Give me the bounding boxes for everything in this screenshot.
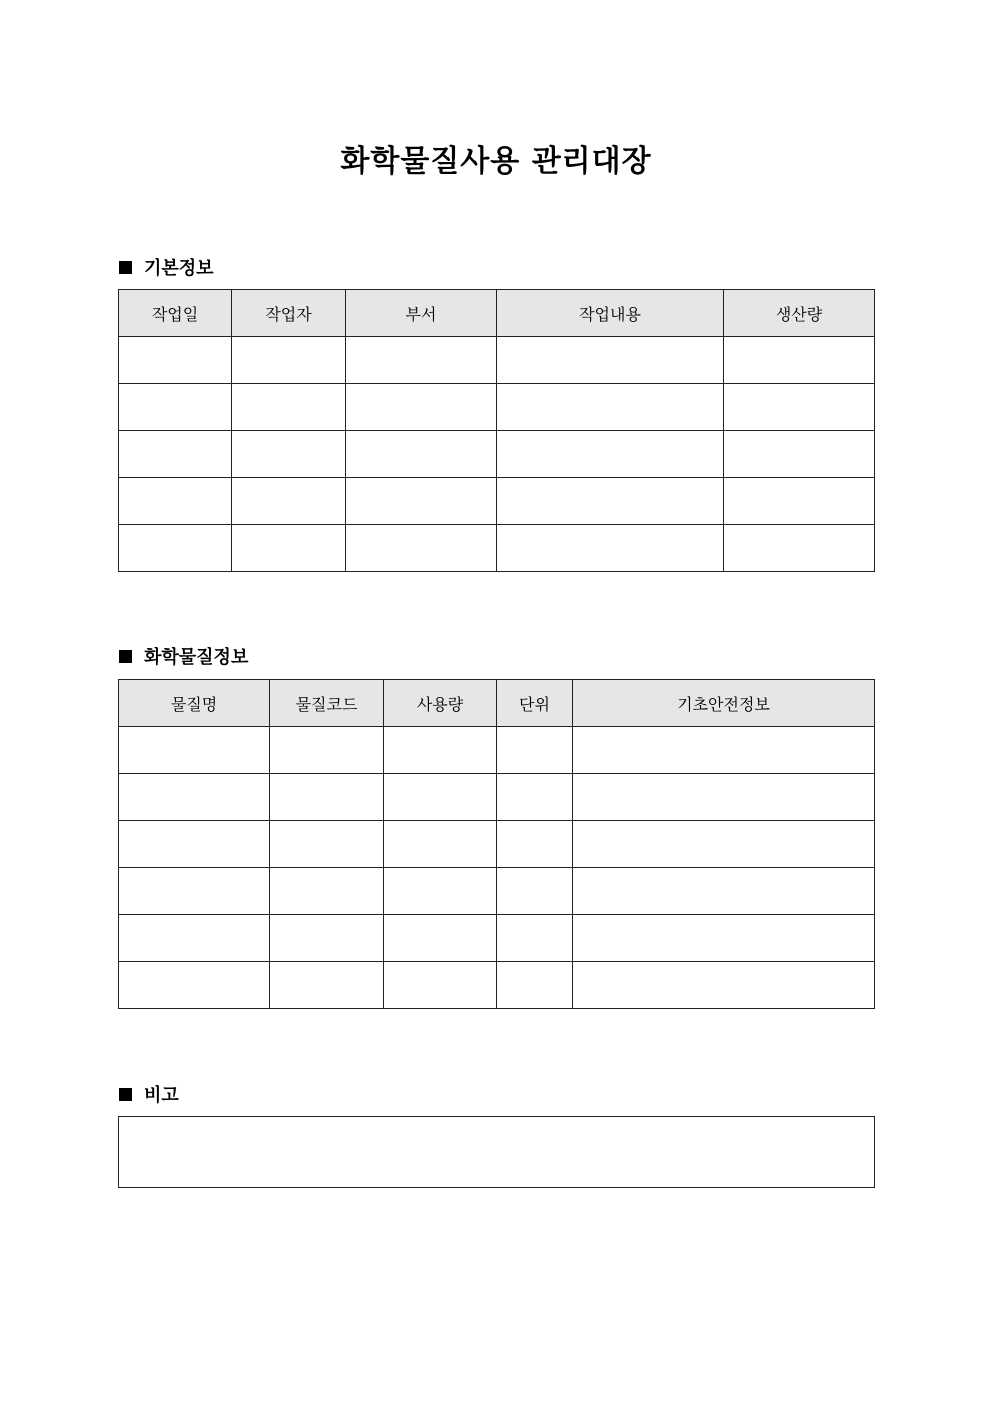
table-cell[interactable]	[384, 727, 497, 774]
table-cell[interactable]	[346, 478, 497, 525]
table-cell[interactable]	[232, 431, 346, 478]
remarks-heading	[119, 1081, 179, 1107]
table-cell[interactable]	[573, 868, 875, 915]
table-cell[interactable]	[497, 915, 573, 962]
table-cell[interactable]	[119, 478, 232, 525]
table-cell[interactable]	[497, 431, 724, 478]
table-cell[interactable]	[346, 384, 497, 431]
column-header-safety-info: 기초안전정보	[573, 680, 875, 727]
table-cell[interactable]	[119, 384, 232, 431]
column-header-work-content: 작업내용	[497, 290, 724, 337]
chemical-info-heading-label: 화학물질정보	[144, 647, 249, 668]
table-cell[interactable]	[497, 962, 573, 1009]
table-cell[interactable]	[573, 774, 875, 821]
table-cell[interactable]	[497, 868, 573, 915]
table-cell[interactable]	[724, 525, 875, 572]
table-cell[interactable]	[384, 962, 497, 1009]
table-cell[interactable]	[573, 915, 875, 962]
square-bullet-icon	[119, 650, 132, 663]
table-cell[interactable]	[270, 821, 384, 868]
column-header-substance-code: 물질코드	[270, 680, 384, 727]
table-row	[119, 774, 875, 821]
remarks-box[interactable]	[118, 1116, 875, 1188]
square-bullet-icon	[119, 261, 132, 274]
table-cell[interactable]	[384, 821, 497, 868]
table-cell[interactable]	[232, 337, 346, 384]
table-cell[interactable]	[497, 384, 724, 431]
table-row	[119, 337, 875, 384]
table-cell[interactable]	[119, 915, 270, 962]
column-header-substance-name: 물질명	[119, 680, 270, 727]
table-header-row	[119, 290, 875, 337]
table-header-row	[119, 680, 875, 727]
table-cell[interactable]	[384, 868, 497, 915]
chemical-info-table	[118, 679, 875, 1009]
table-cell[interactable]	[119, 868, 270, 915]
table-cell[interactable]	[346, 525, 497, 572]
column-header-department: 부서	[346, 290, 497, 337]
table-cell[interactable]	[346, 431, 497, 478]
basic-info-heading	[119, 254, 214, 280]
table-cell[interactable]	[232, 384, 346, 431]
table-cell[interactable]	[497, 821, 573, 868]
column-header-worker: 작업자	[232, 290, 346, 337]
table-row	[119, 431, 875, 478]
table-cell[interactable]	[270, 727, 384, 774]
table-cell[interactable]	[497, 337, 724, 384]
table-cell[interactable]	[724, 337, 875, 384]
table-cell[interactable]	[119, 431, 232, 478]
table-cell[interactable]	[573, 821, 875, 868]
square-bullet-icon	[119, 1088, 132, 1101]
table-cell[interactable]	[270, 774, 384, 821]
table-cell[interactable]	[232, 478, 346, 525]
table-row	[119, 821, 875, 868]
table-cell[interactable]	[270, 915, 384, 962]
table-cell[interactable]	[119, 774, 270, 821]
column-header-usage-amount: 사용량	[384, 680, 497, 727]
chemical-info-heading	[119, 643, 248, 669]
table-cell[interactable]	[119, 525, 232, 572]
table-cell[interactable]	[119, 821, 270, 868]
remarks-heading-label: 비고	[144, 1085, 179, 1106]
table-cell[interactable]	[346, 337, 497, 384]
table-cell[interactable]	[384, 915, 497, 962]
table-cell[interactable]	[497, 774, 573, 821]
table-cell[interactable]	[573, 962, 875, 1009]
table-row	[119, 868, 875, 915]
table-cell[interactable]	[119, 337, 232, 384]
basic-info-heading-label: 기본정보	[144, 258, 214, 279]
table-cell[interactable]	[270, 962, 384, 1009]
column-header-work-date: 작업일	[119, 290, 232, 337]
basic-info-table	[118, 289, 875, 572]
table-cell[interactable]	[724, 431, 875, 478]
table-row	[119, 525, 875, 572]
table-cell[interactable]	[724, 384, 875, 431]
table-row	[119, 727, 875, 774]
table-row	[119, 478, 875, 525]
table-cell[interactable]	[232, 525, 346, 572]
column-header-unit: 단위	[497, 680, 573, 727]
table-cell[interactable]	[497, 525, 724, 572]
column-header-production: 생산량	[724, 290, 875, 337]
table-cell[interactable]	[573, 727, 875, 774]
table-row	[119, 915, 875, 962]
table-cell[interactable]	[724, 478, 875, 525]
table-row	[119, 384, 875, 431]
table-cell[interactable]	[497, 727, 573, 774]
document-title: 화학물질사용 관리대장	[340, 144, 652, 179]
table-cell[interactable]	[497, 478, 724, 525]
table-cell[interactable]	[384, 774, 497, 821]
table-cell[interactable]	[119, 962, 270, 1009]
table-cell[interactable]	[119, 727, 270, 774]
table-row	[119, 962, 875, 1009]
table-cell[interactable]	[270, 868, 384, 915]
